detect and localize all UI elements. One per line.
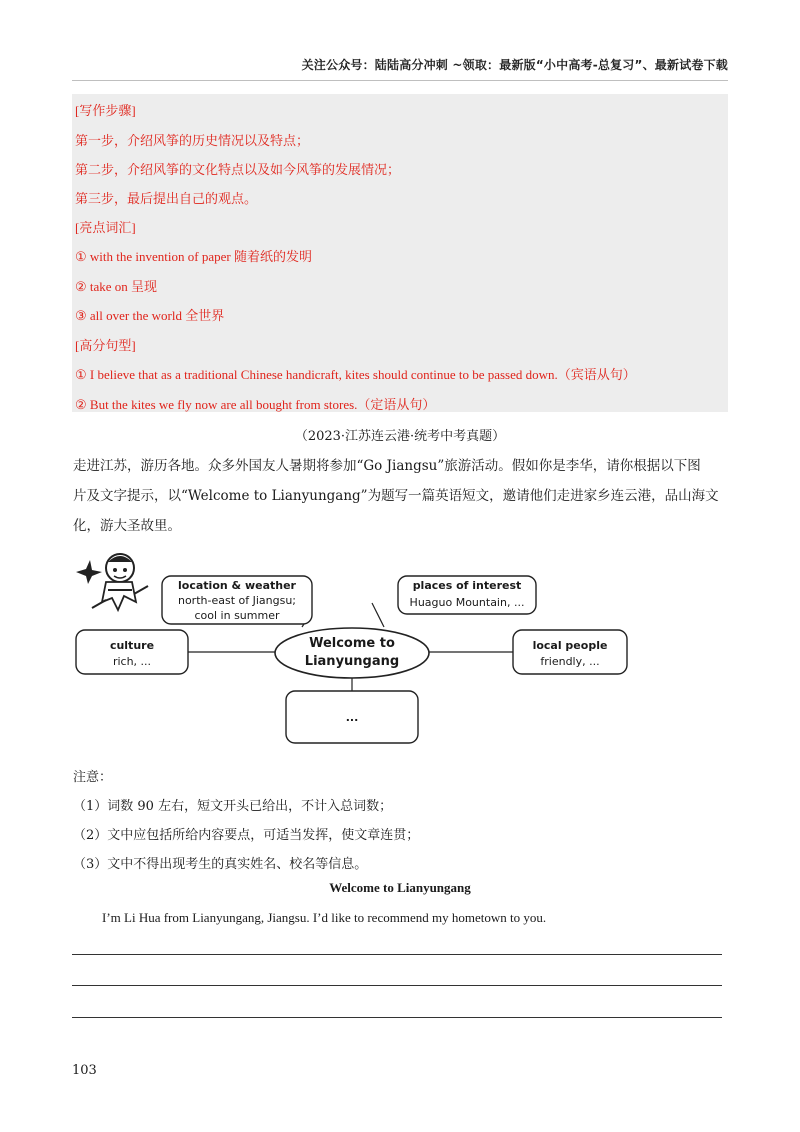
- guide-heading-steps: [写作步骤]: [75, 103, 136, 118]
- guide-vocab-1: ① with the invention of paper 随着纸的发明: [75, 249, 312, 264]
- prompt-line-2: 片及文字提示，以“Welcome to Lianyungang”为题写一篇英语短文，邀请他们走进家乡连云港，品山海文: [73, 488, 719, 504]
- note-item-3: （3）文中不得出现考生的真实姓名、校名等信息。: [73, 857, 368, 872]
- mascot-monkey-icon: [76, 554, 148, 610]
- note-item-1: （1）词数 90 左右，短文开头已给出，不计入总词数；: [73, 799, 393, 814]
- answer-line-1[interactable]: [72, 954, 722, 955]
- guide-vocab-3: ③ all over the world 全世界: [75, 308, 225, 323]
- guide-sentence-1: ① I believe that as a traditional Chinese handicraft, kites should continue to be passed down.（宾语从句）: [75, 367, 636, 382]
- bottom-box-text: ...: [345, 711, 359, 724]
- location-line-2: cool in summer: [194, 609, 280, 622]
- places-title: places of interest: [412, 579, 522, 592]
- center-title-line-2: Lianyungang: [304, 654, 400, 669]
- location-title: location & weather: [178, 579, 296, 592]
- page-header: 关注公众号：陆陆高分冲刺 ~领取：最新版“小中高考-总复习”、最新试卷下载: [301, 58, 728, 72]
- guide-step-2: 第二步，介绍风筝的文化特点以及如今风筝的发展情况；: [75, 162, 401, 177]
- answer-line-3[interactable]: [72, 1017, 722, 1018]
- guide-sentence-2: ② But the kites we fly now are all bought from stores.（定语从句）: [75, 397, 436, 412]
- people-text: friendly, ...: [540, 655, 600, 668]
- essay-opening: I’m Li Hua from Lianyungang, Jiangsu. I’d like to recommend my hometown to you.: [102, 910, 547, 925]
- mind-map-figure: [72, 550, 632, 750]
- header-divider: [72, 80, 728, 81]
- guide-step-1: 第一步，介绍风筝的历史情况以及特点；: [75, 133, 310, 148]
- location-line-1: north-east of Jiangsu;: [177, 594, 297, 607]
- page-number: 103: [72, 1063, 97, 1078]
- guide-heading-vocab: [亮点词汇]: [75, 220, 136, 235]
- guide-vocab-2: ② take on 呈现: [75, 279, 158, 294]
- culture-text: rich, ...: [112, 655, 152, 668]
- note-item-2: （2）文中应包括所给内容要点，可适当发挥，使文章连贯；: [73, 828, 420, 843]
- center-title-line-1: Welcome to: [309, 636, 395, 651]
- prompt-line-1: 走进江苏，游历各地。众多外国友人暑期将参加“Go Jiangsu”旅游活动。假如你是李华，请你根据以下图: [73, 458, 701, 474]
- guide-heading-sentences: [高分句型]: [75, 338, 136, 353]
- essay-title: Welcome to Lianyungang: [329, 880, 471, 895]
- prompt-line-3: 化，游大圣故里。: [73, 518, 181, 534]
- answer-line-2[interactable]: [72, 985, 722, 986]
- culture-title: culture: [109, 639, 155, 652]
- places-text: Huaguo Mountain, ...: [409, 596, 525, 609]
- question-source: （2023·江苏连云港·统考中考真题）: [294, 429, 506, 444]
- people-title: local people: [532, 639, 608, 652]
- connector-places: [372, 603, 384, 627]
- guide-step-3: 第三步，最后提出自己的观点。: [75, 191, 258, 206]
- notes-label: 注意：: [73, 770, 113, 785]
